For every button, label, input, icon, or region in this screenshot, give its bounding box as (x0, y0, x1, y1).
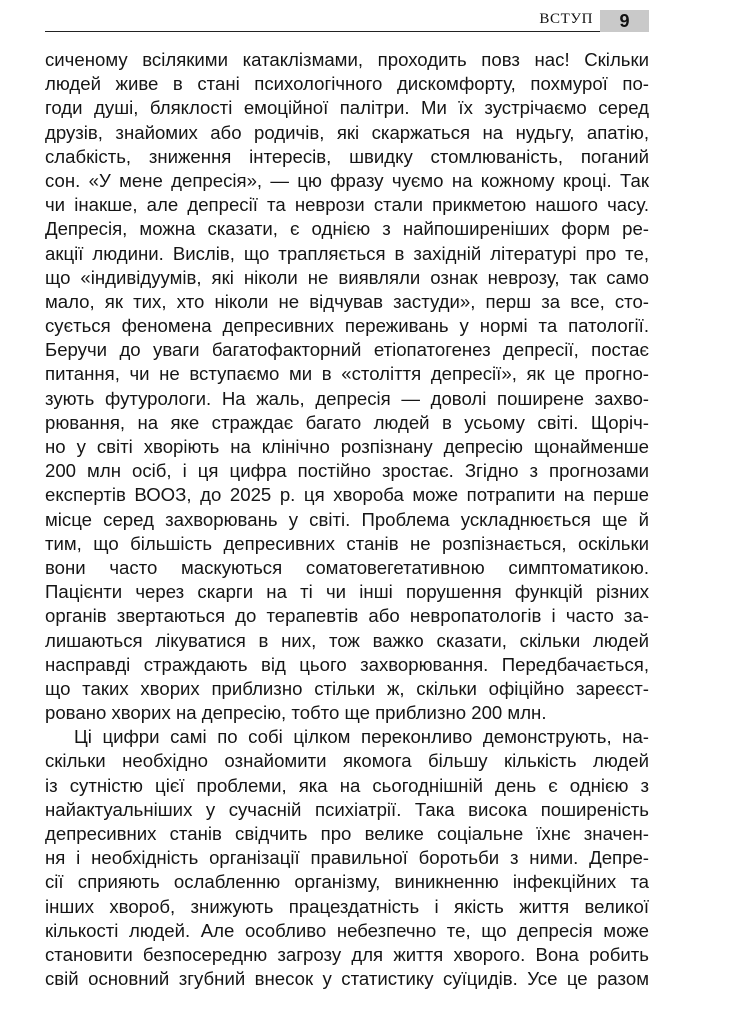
text-line: мало, як тих, хто ніколи не відчував застуди», перш за все, сто- (45, 290, 649, 312)
text-line: лишаються лікуватися в них, тож важко сказати, скільки людей (45, 629, 649, 651)
body-text (45, 48, 649, 991)
text-line: слабкість, зниження інтересів, швидку стомлюваність, поганий (45, 145, 649, 167)
header-rule (45, 31, 649, 32)
text-line: сії сприяють ослабленню організму, виникненню інфекційних та (45, 871, 649, 893)
text-line: тим, що більшість депресивних станів не розпізнається, оскільки (45, 532, 649, 554)
text-line: насправді страждають від цього захворювання. Передбачається, (45, 653, 649, 675)
text-line: місце серед захворювань у світі. Проблема ускладнюється ще й (45, 508, 649, 530)
text-line: сується феномена депресивних переживань у нормі та патології. (45, 315, 649, 337)
text-line: інших хвороб, знижують працездатність і якість життя великої (45, 895, 649, 917)
text-line: що «індивідуумів, які ніколи не виявляли ознак неврозу, так само (45, 266, 649, 288)
text-line: сон. «У мене депресія», — цю фразу чуємо на кожному кроці. Так (45, 169, 649, 191)
text-line: зують футурологи. На жаль, депресія — доволі поширене захво- (45, 387, 649, 409)
text-line: людей живе в стані психологічного дискомфорту, похмурої по- (45, 73, 649, 95)
text-line: акції людини. Вислів, що трапляється в західній літературі про те, (45, 242, 649, 264)
text-line: но у світі хворіють на клінічно розпізнану депресію щонайменше (45, 436, 649, 457)
text-line: кількості людей. Але особливо небезпечно те, що депресія може (45, 919, 649, 941)
text-line: що таких хворих приблизно стільки ж, скільки офіційно зареєст- (45, 677, 649, 699)
text-line: чи інакше, але депресії та неврози стали прикметою нашого часу. (45, 194, 649, 216)
text-line: сиченому всілякими катаклізмами, проходить повз нас! Скільки (45, 49, 649, 70)
running-header-section-title: ВСТУП (539, 11, 593, 27)
text-line: Беручи до уваги багатофакторний етіопатогенез депресії, постає (45, 339, 649, 361)
text-line: Депресія, можна сказати, є однією з найпоширеніших форм ре- (45, 218, 649, 240)
text-line: депресивних станів свідчить про велике соціальне їхнє значен- (45, 823, 649, 844)
text-line: 200 млн осіб, і ця цифра постійно зростає. Згідно з прогнозами (45, 460, 649, 482)
text-line: найактуальніших у сучасній психіатрії. Така висока поширеність (45, 798, 649, 820)
text-line: ровано хворих на депресію, тобто ще приблизно 200 млн. (45, 702, 547, 724)
text-line: вони часто маскуються соматовегетативною симптоматикою. (45, 556, 649, 578)
text-line: із сутністю цієї проблеми, яка на сьогоднішній день є однією з (45, 774, 649, 796)
text-line: питання, чи не вступаємо ми в «століття депресії», як це прогно- (45, 363, 649, 385)
text-line: становити безпосередню загрозу для життя хворого. Вона робить (45, 943, 649, 965)
page-number: 9 (600, 10, 649, 32)
text-line: Ці цифри самі по собі цілком переконливо демонструють, на- (74, 726, 649, 748)
text-line: скільки необхідно ознайомити якомога більшу кількість людей (45, 750, 649, 772)
text-line: друзів, знайомих або родичів, які скаржаться на нудьгу, апатію, (45, 121, 649, 143)
text-line: свій основний згубний внесок у статистику суїцидів. Усе це разом (45, 968, 649, 990)
text-line: органів звертаються до терапевтів або невропатологів і часто за- (45, 605, 649, 627)
text-line: Пацієнти через скарги на ті чи інші порушення функцій різних (45, 581, 649, 603)
text-line: рювання, на яке страждає багато людей в усьому світі. Щоріч- (45, 411, 649, 433)
text-line: експертів ВООЗ, до 2025 р. ця хвороба може потрапити на перше (45, 484, 649, 506)
text-line: ня і необхідність організації правильної боротьби з ними. Депре- (45, 847, 649, 869)
text-line: годи душі, бляклості емоційної палітри. Ми їх зустрічаємо серед (45, 97, 649, 119)
